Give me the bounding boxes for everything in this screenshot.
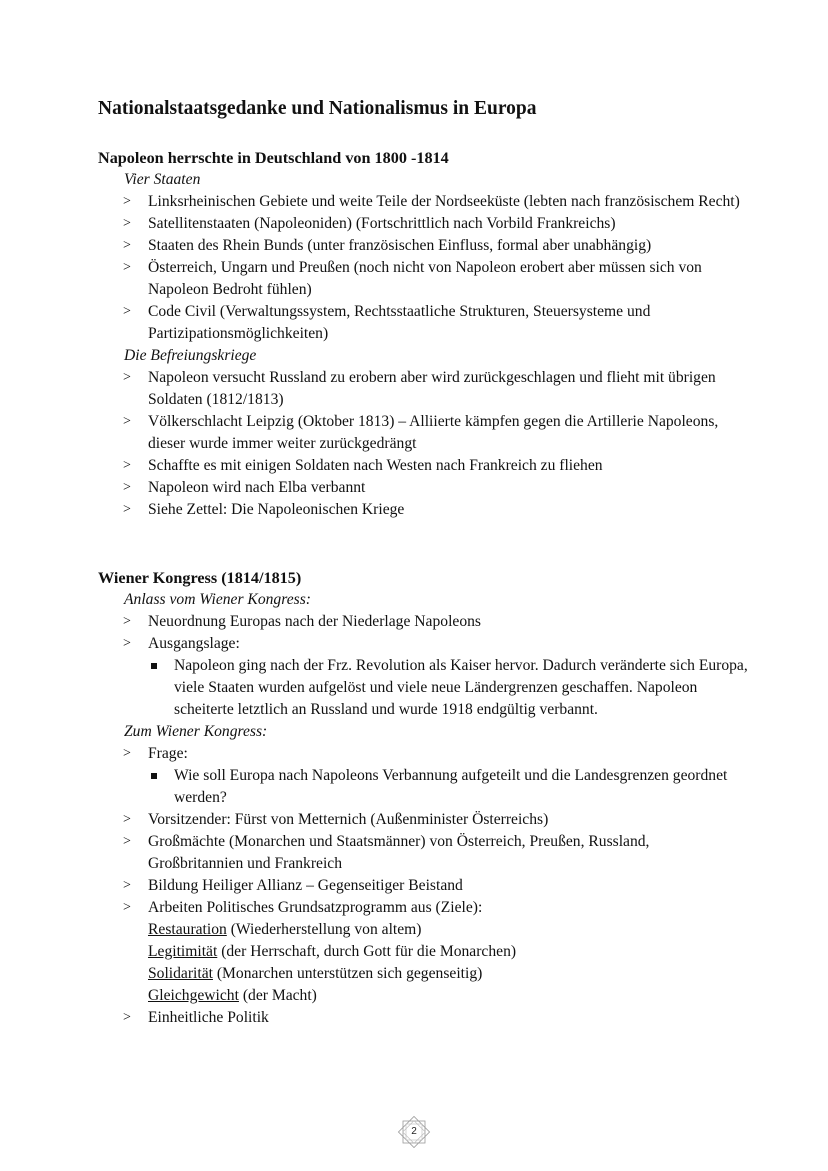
list-anlass <box>98 611 748 655</box>
subheading-vier-staaten: Vier Staaten <box>124 171 201 188</box>
list-item: > Code Civil (Verwaltungssystem, Rechtsstaatliche Strukturen, Steuersysteme und Partizipationsmöglichkeiten) <box>98 301 748 345</box>
list-item: > Linksrheinischen Gebiete und weite Teile der Nordseeküste (lebten nach französischem Recht) <box>98 191 748 213</box>
goal-solidaritaet <box>148 963 748 985</box>
list-frage <box>98 743 748 765</box>
list-item <box>98 633 748 655</box>
goal-term: Restauration <box>148 921 227 938</box>
section-napoleon <box>98 147 748 521</box>
list-item: > Einheitliche Politik <box>98 1007 748 1029</box>
list-item: > Napoleon versucht Russland zu erobern aber wird zurückgeschlagen und flieht mit übrigen Soldaten (1812/1813) <box>98 367 748 411</box>
goal-term: Legitimität <box>148 943 218 960</box>
list-item: > Österreich, Ungarn und Preußen (noch nicht von Napoleon erobert aber müssen sich von Napoleon Bedroht fühlen) <box>98 257 748 301</box>
subheading-zum-kongress: Zum Wiener Kongress: <box>124 723 268 740</box>
list-item-label: Arbeiten Politisches Grundsatzprogramm aus (Ziele): <box>148 899 483 916</box>
list-item-label: Ausgangslage: <box>148 635 240 652</box>
list-item: > Bildung Heiliger Allianz – Gegenseitiger Beistand <box>98 875 748 897</box>
goal-term: Gleichgewicht <box>148 987 239 1004</box>
list-item: > Großmächte (Monarchen und Staatsmänner) von Österreich, Preußen, Russland, Großbritannien und Frankreich <box>98 831 748 875</box>
list-ausgangslage-detail <box>124 655 748 721</box>
list-item: > Völkerschlacht Leipzig (Oktober 1813) – Alliierte kämpfen gegen die Artillerie Napoleons, dieser wurde immer weiter zurückgedrängt <box>98 411 748 455</box>
list-frage-detail <box>124 765 748 809</box>
list-item: Wie soll Europa nach Napoleons Verbannung aufgeteilt und die Landesgrenzen geordnet werden? <box>124 765 748 809</box>
list-vier-staaten <box>98 191 748 345</box>
page-number-ornament <box>394 1112 434 1152</box>
goal-term: Solidarität <box>148 965 213 982</box>
list-item: > Siehe Zettel: Die Napoleonischen Kriege <box>98 499 748 521</box>
list-item: > Neuordnung Europas nach der Niederlage Napoleons <box>98 611 748 633</box>
list-item: > Vorsitzender: Fürst von Metternich (Außenminister Österreichs) <box>98 809 748 831</box>
goal-gleichgewicht <box>148 985 748 1007</box>
list-item <box>98 897 748 1007</box>
goal-description: (Wiederherstellung von altem) <box>226 921 422 938</box>
goal-legitimitaet <box>148 941 748 963</box>
list-item: Napoleon ging nach der Frz. Revolution als Kaiser hervor. Dadurch veränderte sich Europa, viele Staaten wurden aufgelöst und viele neue Ländergrenzen geschaffen. Napoleon scheiterte letztlich an Russland und wurde 1918 endgültig verbannt. <box>124 655 748 721</box>
list-item: > Frage: <box>98 743 748 765</box>
subheading-befreiungskriege: Die Befreiungskriege <box>124 347 257 364</box>
page-title: Nationalstaatsgedanke und Nationalismus in Europa <box>98 98 537 119</box>
section-heading-wiener-kongress: Wiener Kongress (1814/1815) <box>98 569 302 587</box>
subheading-anlass: Anlass vom Wiener Kongress: <box>124 591 311 608</box>
page-number: 2 <box>411 1126 417 1137</box>
list-befreiungskriege <box>98 367 748 521</box>
section-wiener-kongress <box>98 567 748 1029</box>
goal-description: (der Macht) <box>238 987 317 1004</box>
goal-description: (Monarchen unterstützen sich gegenseitig) <box>212 965 483 982</box>
list-zum-kongress <box>98 809 748 1029</box>
list-item: > Schaffte es mit einigen Soldaten nach Westen nach Frankreich zu fliehen <box>98 455 748 477</box>
section-heading-napoleon: Napoleon herrschte in Deutschland von 1800 -1814 <box>98 149 449 167</box>
list-item: > Satellitenstaaten (Napoleoniden) (Fortschrittlich nach Vorbild Frankreichs) <box>98 213 748 235</box>
list-item: > Staaten des Rhein Bunds (unter französischen Einfluss, formal aber unabhängig) <box>98 235 748 257</box>
goal-restauration <box>148 919 748 941</box>
list-item: > Napoleon wird nach Elba verbannt <box>98 477 748 499</box>
goal-description: (der Herrschaft, durch Gott für die Monarchen) <box>217 943 517 960</box>
